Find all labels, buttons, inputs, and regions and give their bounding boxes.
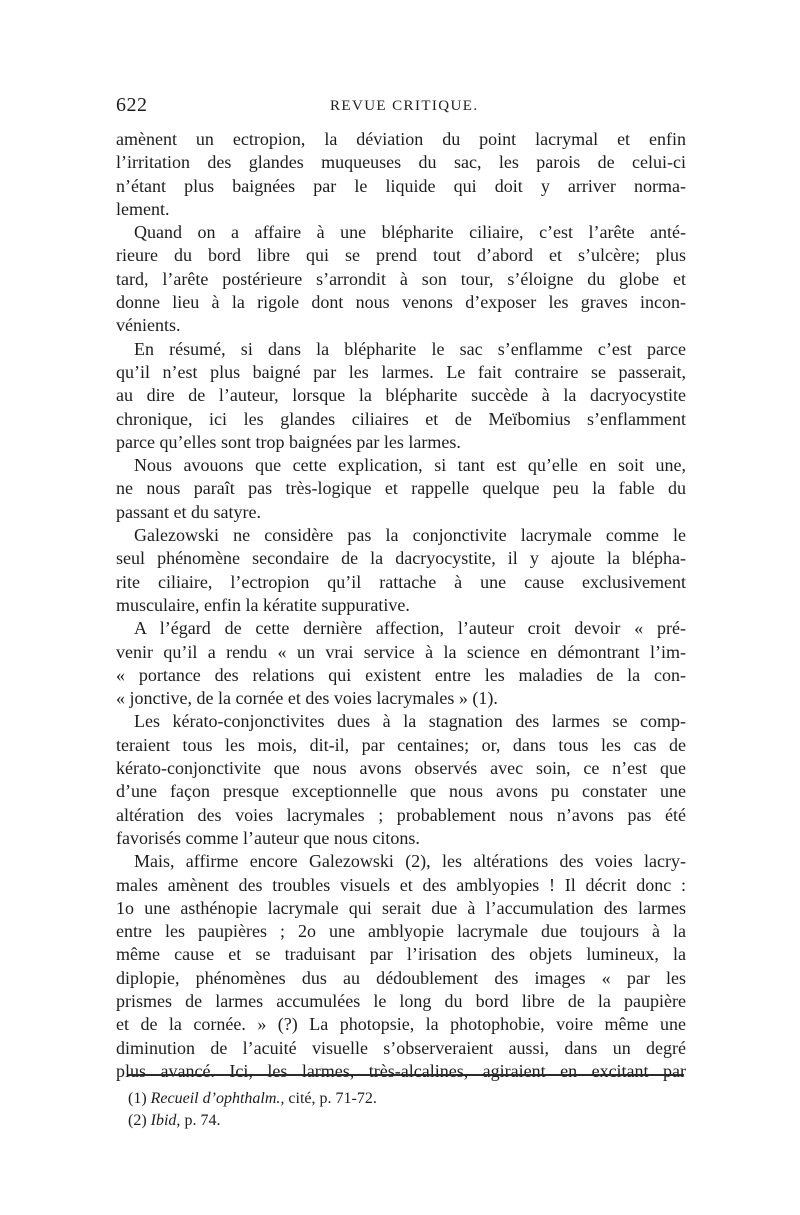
text-line: 1o une asthénopie lacrymale qui serait due à l’accumulation des larmes [116,897,686,918]
text-line: n’étant plus baignées par le liquide qui doit y arriver norma- [116,175,686,196]
text-line: qu’il n’est plus baigné par les larmes. Le fait contraire se passerait, [116,361,686,382]
text-line: males amènent des troubles visuels et des amblyopies ! Il décrit donc : [116,874,686,895]
text-line: et de la cornée. » (?) La photopsie, la photophobie, voire même une [116,1014,686,1035]
text-line: Mais, affirme encore Galezowski (2), les altérations des voies lacry- [134,851,686,872]
footnote-detail: p. 74. [184,1112,221,1129]
text-line: altération des voies lacrymales ; probablement nous n’avons pas été [116,804,686,825]
text-line: rite ciliaire, l’ectropion qu’il rattache à une cause exclusivement [116,571,686,592]
text-line: d’une façon presque exceptionnelle que nous avons pu constater une [116,781,686,802]
text-line: « portance des relations qui existent entre les maladies de la con- [116,664,686,685]
text-line: ne nous paraît pas très-logique et rappelle quelque peu la fable du [116,478,686,499]
text-line: parce qu’elles sont trop baignées par les larmes. [116,431,461,452]
text-line: Nous avouons que cette explication, si tant est qu’elle en soit une, [134,455,686,476]
text-line: Galezowski ne considère pas la conjonctivite lacrymale comme le [134,525,686,546]
text-line: tard, l’arête postérieure s’arrondit à son tour, s’éloigne du globe et [116,268,686,289]
text-line: rieure du bord libre qui se prend tout d’abord et s’ulcère; plus [116,245,686,266]
text-line: En résumé, si dans la blépharite le sac s’enflamme c’est parce [134,338,686,359]
footnote-detail: cité, p. 71-72. [288,1090,377,1107]
text-line: amènent un ectropion, la déviation du point lacrymal et enfin [116,129,686,149]
text-line: teraient tous les mois, dit-il, par centaines; or, dans tous les cas de [116,734,686,755]
text-line: passant et du satyre. [116,501,261,522]
text-line: kérato-conjonctivite que nous avons observés avec soin, ce n’est que [116,758,686,779]
footnote-1 [128,1088,684,1110]
text-line: Les kérato-conjonctivites dues à la stagnation des larmes se comp- [134,711,686,732]
footnote-separator [128,1074,684,1076]
footnote-marker: (2) [128,1112,147,1129]
body-text [116,128,686,1083]
running-head: REVUE CRITIQUE. [330,98,479,114]
text-line: seul phénomène secondaire de la dacryocystite, il y ajoute la blépha- [116,548,686,569]
footnote-source: Recueil d’ophthalm., [150,1090,285,1107]
text-line: favorisés comme l’auteur que nous citons. [116,827,420,848]
footnote-source: Ibid, [150,1112,181,1129]
text-line: « jonctive, de la cornée et des voies lacrymales » (1). [116,688,498,709]
text-line: diplopie, phénomènes dus au dédoublement des images « par les [116,967,686,988]
text-line: chronique, ici les glandes ciliaires et de Meïbomius s’enflamment [116,408,686,429]
text-line: l’irritation des glandes muqueuses du sac, les parois de celui-ci [116,152,686,173]
text-line: entre les paupières ; 2o une amblyopie lacrymale due toujours à la [116,921,686,942]
footnotes [128,1088,684,1132]
footnote-2 [128,1110,684,1132]
text-line: au dire de l’auteur, lorsque la blépharite succède à la dacryocystite [116,385,686,406]
page-header [116,94,686,122]
text-line: musculaire, enfin la kératite suppurative. [116,594,410,615]
text-line: diminution de l’acuité visuelle s’observeraient aussi, dans un degré [116,1037,686,1058]
text-line: A l’égard de cette dernière affection, l’auteur croit devoir « pré- [134,618,686,639]
page-number: 622 [116,94,148,116]
text-line: venir qu’il a rendu « un vrai service à la science en démontrant l’im- [116,641,686,662]
text-line: lement. [116,198,170,219]
text-line: Quand on a affaire à une blépharite ciliaire, c’est l’arête anté- [134,222,686,243]
text-line: même cause et se traduisant par l’irisation des objets lumineux, la [116,944,686,965]
footnote-marker: (1) [128,1090,147,1107]
text-line: prismes de larmes accumulées le long du bord libre de la paupière [116,990,686,1011]
text-line: vénients. [116,315,181,336]
text-line: donne lieu à la rigole dont nous venons d’exposer les graves incon- [116,292,686,313]
text-line: plus avancé. Ici, les larmes, très-alcalines, agiraient en excitant par [116,1060,686,1081]
